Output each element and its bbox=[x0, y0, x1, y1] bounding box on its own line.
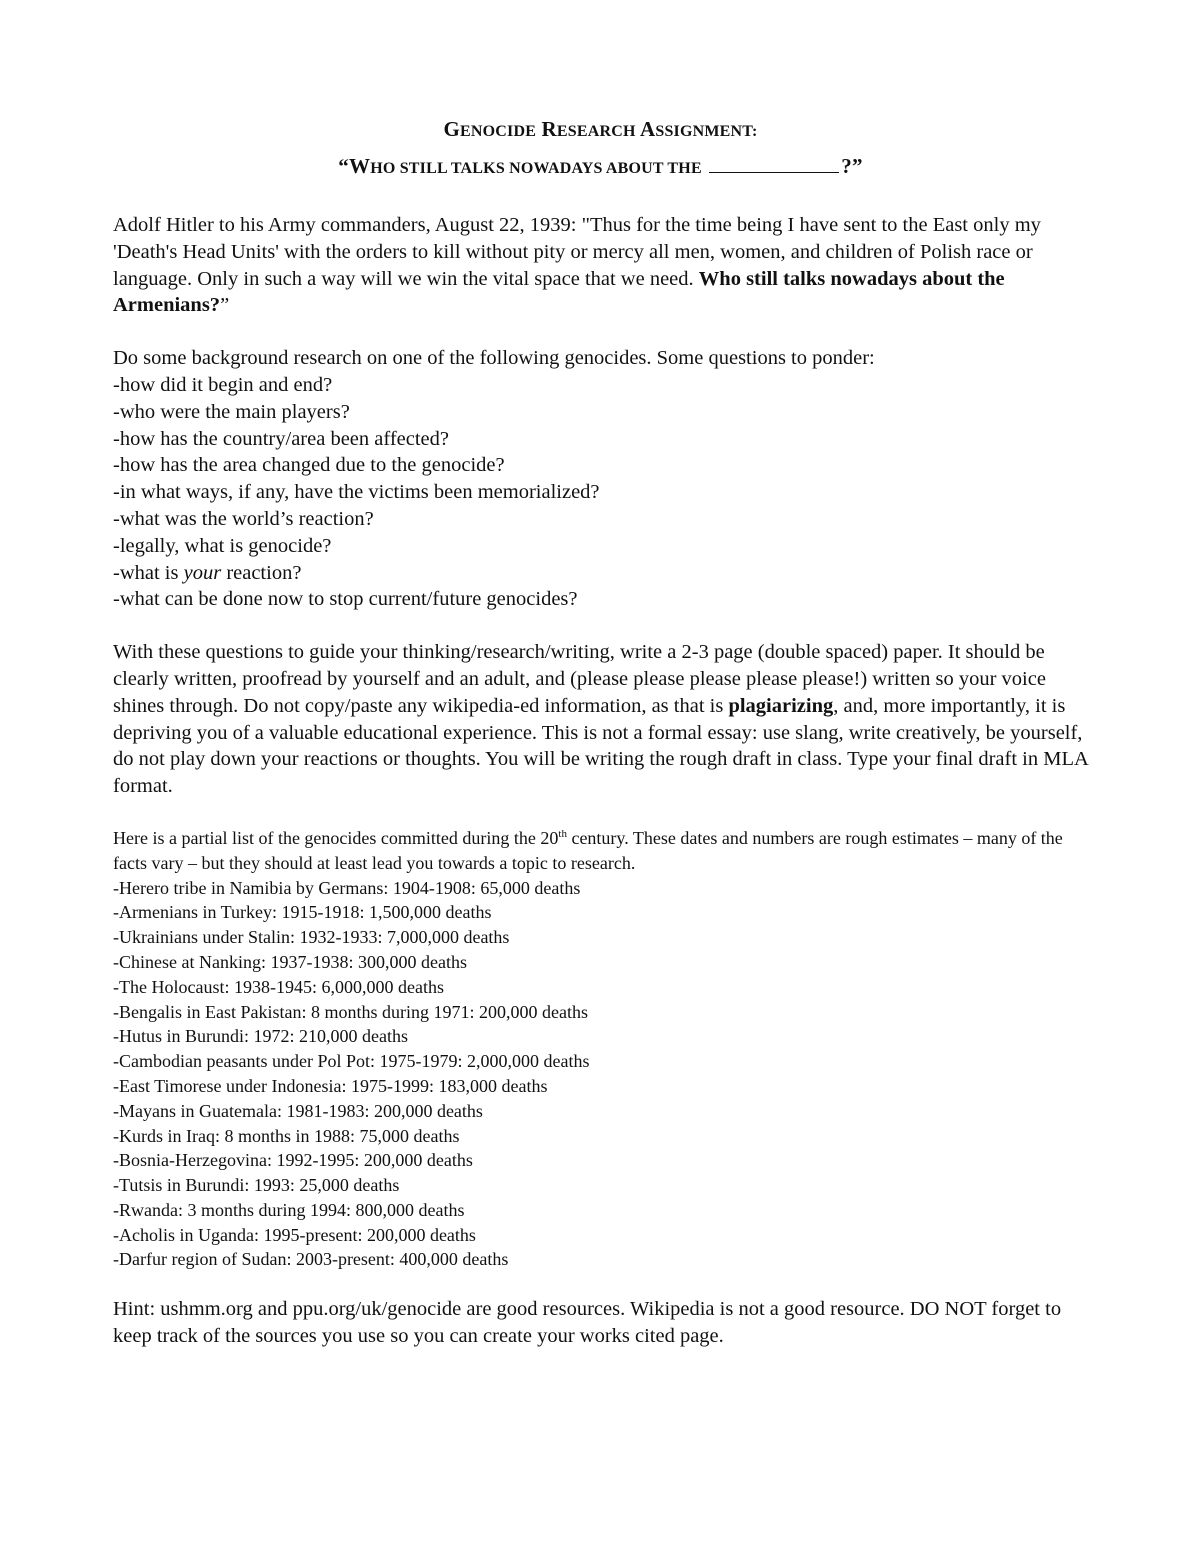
list-item: -what is your reaction? bbox=[113, 561, 302, 584]
genocide-list bbox=[113, 876, 1088, 1273]
list-item: -legally, what is genocide? bbox=[113, 534, 332, 557]
plagiarizing-bold: plagiarizing bbox=[728, 694, 834, 717]
list-item: -who were the main players? bbox=[113, 400, 350, 423]
document-page bbox=[113, 112, 1088, 1350]
list-item: -Bosnia-Herzegovina: 1992-1995: 200,000 deaths bbox=[113, 1150, 473, 1171]
title-line-2: “WHO STILL TALKS NOWADAYS ABOUT THE ?” bbox=[338, 154, 863, 178]
list-item: -in what ways, if any, have the victims been memorialized? bbox=[113, 481, 600, 504]
spacer bbox=[113, 319, 1088, 345]
question-list bbox=[113, 372, 1088, 613]
list-item: -Darfur region of Sudan: 2003-present: 400,000 deaths bbox=[113, 1249, 509, 1270]
list-item: -what can be done now to stop current/future genocides? bbox=[113, 588, 578, 611]
list-item: -Hutus in Burundi: 1972: 210,000 deaths bbox=[113, 1026, 408, 1047]
genocide-list-intro: Here is a partial list of the genocides committed during the 20th century. These dates and numbers are rough estimates – many of the facts vary – but they should at least lead you towards a topic to research. bbox=[113, 827, 1063, 873]
spacer bbox=[113, 613, 1088, 639]
list-item: -Ukrainians under Stalin: 1932-1933: 7,000,000 deaths bbox=[113, 927, 510, 948]
list-item: -Rwanda: 3 months during 1994: 800,000 deaths bbox=[113, 1199, 465, 1220]
research-intro: Do some background research on one of the following genocides. Some questions to ponder: bbox=[113, 347, 875, 370]
list-item: -Bengalis in East Pakistan: 8 months during 1971: 200,000 deaths bbox=[113, 1001, 588, 1022]
list-item: -Kurds in Iraq: 8 months in 1988: 75,000 deaths bbox=[113, 1125, 460, 1146]
list-item: -what was the world’s reaction? bbox=[113, 507, 374, 530]
hitler-quote: Adolf Hitler to his Army commanders, August 22, 1939: "Thus for the time being I have sent to the East only my 'Death's Head Units' with the orders to kill without pity or mercy all men, women, and children of Polish race or language. Only in such a way will we win the vital space that we need. Who still talks nowadays about the Armenians?” bbox=[113, 214, 1041, 317]
list-item: -how has the country/area been affected? bbox=[113, 427, 449, 450]
list-item: -Tutsis in Burundi: 1993: 25,000 deaths bbox=[113, 1175, 400, 1196]
list-item: -Mayans in Guatemala: 1981-1983: 200,000 deaths bbox=[113, 1100, 483, 1121]
list-item: -East Timorese under Indonesia: 1975-1999: 183,000 deaths bbox=[113, 1075, 548, 1096]
list-item: -Chinese at Nanking: 1937-1938: 300,000 deaths bbox=[113, 951, 467, 972]
list-item: -Armenians in Turkey: 1915-1918: 1,500,000 deaths bbox=[113, 902, 492, 923]
list-item: -Acholis in Uganda: 1995-present: 200,000 deaths bbox=[113, 1224, 476, 1245]
title-blank-line bbox=[709, 156, 839, 173]
instructions-paragraph: With these questions to guide your thinking/research/writing, write a 2-3 page (double spaced) paper. It should be clearly written, proofread by yourself and an adult, and (please please please please please!) written so your voice shines through. Do not copy/paste any wikipedia-ed information, as that is plagiarizing, and, more importantly, it is depriving you of a valuable educational experience. This is not a formal essay: use slang, write creatively, be yourself, do not play down your reactions or thoughts. You will be writing the rough draft in class. Type your final draft in MLA format. bbox=[113, 641, 1088, 798]
list-item: -The Holocaust: 1938-1945: 6,000,000 deaths bbox=[113, 976, 444, 997]
hint-paragraph: Hint: ushmm.org and ppu.org/uk/genocide are good resources. Wikipedia is not a good resource. DO NOT forget to keep track of the sources you use so you can create your works cited page. bbox=[113, 1298, 1062, 1348]
title-line-1: GENOCIDE RESEARCH ASSIGNMENT: bbox=[443, 117, 758, 141]
spacer bbox=[113, 1272, 1088, 1296]
list-item: -Cambodian peasants under Pol Pot: 1975-1979: 2,000,000 deaths bbox=[113, 1051, 590, 1072]
spacer bbox=[113, 186, 1088, 212]
quote-bold: Who still talks nowadays about the Armenians? bbox=[113, 267, 1005, 317]
list-item: -Herero tribe in Namibia by Germans: 1904-1908: 65,000 deaths bbox=[113, 877, 581, 898]
document-title bbox=[113, 112, 1088, 186]
list-item: -how has the area changed due to the genocide? bbox=[113, 454, 505, 477]
list-item: -how did it begin and end? bbox=[113, 373, 333, 396]
spacer bbox=[113, 800, 1088, 826]
